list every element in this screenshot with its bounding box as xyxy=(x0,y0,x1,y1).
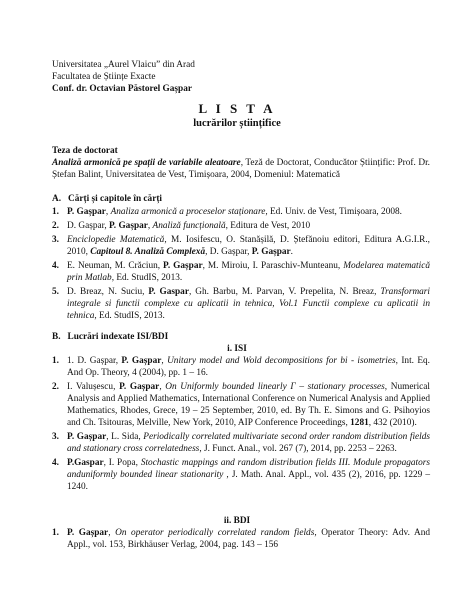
item-authors: , xyxy=(159,382,166,392)
item-number: 2. xyxy=(52,382,59,392)
list-item xyxy=(52,206,430,218)
thesis-entry xyxy=(52,157,430,181)
item-authors: 1. D. Gașpar, xyxy=(67,356,122,366)
document-header xyxy=(52,59,195,95)
section-b-heading xyxy=(52,331,168,343)
item-title: On operator periodically correlated random fields xyxy=(115,528,315,538)
item-details: , Ed. StudIS, 2013. xyxy=(94,311,165,321)
item-details: , J. Math. Anal. Appl., vol. 435 (2), 2016, pp. 1229 – 1240. xyxy=(67,470,430,492)
section-a-heading xyxy=(52,193,162,205)
item-details: , M. Iosifescu, O. Stanășilă, D. Ștefănoiu editori, Editura A.G.I.R., 2010, xyxy=(67,235,430,257)
item-authors: , I. Popa, xyxy=(103,458,141,468)
item-details: , 432 (2010). xyxy=(368,418,417,428)
item-authors: , xyxy=(108,528,116,538)
item-authors: E. Neuman, M. Crăciun, xyxy=(67,261,164,271)
item-details: , D. Gașpar, xyxy=(205,247,252,257)
section-a-label: A. xyxy=(52,194,62,204)
thesis-heading: Teza de doctorat xyxy=(52,146,118,156)
item-author-bold: P. Gaspar xyxy=(148,287,189,297)
item-number: 1. xyxy=(52,528,59,538)
item-details: , Operator Theory: Adv. And Appl., vol. 153, Birkhäuser Verlag, 2004, pag. 143 – 156 xyxy=(67,528,430,550)
list-item xyxy=(52,381,430,429)
isi-subheading: i. ISI xyxy=(227,344,247,354)
item-authors: , Gh. Barbu, M. Parvan, V. Prepelita, N. Breaz, xyxy=(188,287,381,297)
item-details: , Int. Eq. And Op. Theory, 4 (2004), pp. 1 – 16. xyxy=(67,356,430,378)
item-author-bold: P. Gașpar xyxy=(121,356,162,366)
item-title: Periodically correlated multivariate second order random distribution fields and stationary cross correlatedness xyxy=(67,432,431,454)
item-authors: , xyxy=(105,207,111,217)
item-authors: D. Gașpar, xyxy=(67,221,109,231)
item-authors: , xyxy=(161,356,168,366)
item-details: , Ed. Univ. de Vest, Timișoara, 2008. xyxy=(265,207,402,217)
item-authors: , xyxy=(147,221,153,231)
faculty-line: Facultatea de Științe Exacte xyxy=(52,72,156,82)
item-details: , J. Funct. Anal., vol. 267 (7), 2014, pp. 2253 – 2263. xyxy=(199,444,397,454)
item-author-bold: P. Gașpar xyxy=(67,432,107,442)
item-number: 4. xyxy=(52,458,59,468)
item-author-bold: P. Gașpar xyxy=(108,221,148,231)
list-item xyxy=(52,220,430,232)
item-details: . xyxy=(290,247,293,257)
list-item xyxy=(52,355,430,379)
isi-list xyxy=(52,355,430,495)
section-a-title: Cărți și capitole în cărți xyxy=(68,194,163,204)
list-item xyxy=(52,286,430,322)
item-author-bold: P. Gașpar xyxy=(251,247,291,257)
item-author-bold: P. Gașpar xyxy=(119,382,160,392)
section-b-label: B. xyxy=(52,332,61,342)
section-a-list xyxy=(52,206,430,324)
item-authors: , L. Sida, xyxy=(106,432,144,442)
item-authors: , M. Miroiu, I. Paraschiv-Munteanu, xyxy=(202,261,344,271)
bdi-subheading: ii. BDI xyxy=(223,516,251,526)
item-number: 4. xyxy=(52,261,59,271)
item-title: Stochastic mappings and random distribution fields III. Module propagators anduniformly bounded linear stationarity xyxy=(67,458,431,480)
item-details: , Ed. StudIS, 2013. xyxy=(111,273,183,283)
item-title: On Uniformly bounded linearly Γ – stationary processes xyxy=(165,382,385,392)
item-author-bold: P. Gașpar xyxy=(67,207,106,217)
item-title: Unitary model and Wold decompositions for bi - isometries xyxy=(167,356,396,366)
university-line: Universitatea „Aurel Vlaicu” din Arad xyxy=(52,60,195,70)
item-number: 5. xyxy=(52,287,59,297)
item-number: 1. xyxy=(52,356,59,366)
item-authors: D. Breaz, N. Suciu, xyxy=(67,287,149,297)
item-chapter: Capitoul 8. Analiză Complexă xyxy=(90,247,206,257)
document-title: L I S T A xyxy=(198,101,276,116)
list-item xyxy=(52,431,430,455)
thesis-details: , Teză de Doctorat, Conducător Științific: Prof. Dr. Ștefan Balint, Universitatea de Vest, Timișoara, 2004, Domeniul: Matematică xyxy=(52,158,430,180)
item-author-bold: P. Gașpar xyxy=(67,528,109,538)
item-title: Modelarea matematică prin Matlab xyxy=(67,261,430,283)
list-item xyxy=(52,260,430,284)
item-volume: 1281 xyxy=(350,418,369,428)
author-line: Conf. dr. Octavian Păstorel Gașpar xyxy=(52,84,192,94)
bdi-list xyxy=(52,527,430,553)
item-authors: I. Valușescu, xyxy=(67,382,120,392)
item-title: Analiza armonică a proceselor staționare xyxy=(110,207,266,217)
document-subtitle: lucrărilor științifice xyxy=(193,118,281,129)
list-item xyxy=(52,457,430,493)
item-author-bold: P.Gaspar xyxy=(67,458,104,468)
item-number: 3. xyxy=(52,432,59,442)
item-details: , Numerical Analysis and Applied Mathematics, International Conference on Numerical Analysis and Applied Mathematics, Rhodes, Grece, 19 – 25 September, 2010, ed. By Th. E. Simons and G. Psihoyios and Ch. Tsitouras, Melville, New York, 2010, AIP Conference Proceedings, xyxy=(67,382,431,428)
list-item xyxy=(52,527,430,551)
item-title: Enciclopedie Matematică xyxy=(67,235,165,245)
thesis-title: Analiză armonică pe spații de variabile aleatoare xyxy=(52,158,241,168)
list-item xyxy=(52,234,430,258)
section-b-title: Lucrări indexate ISI/BDI xyxy=(67,332,169,342)
item-number: 1. xyxy=(52,207,59,217)
item-title: Transformari integrale si functii complexe cu aplicatii in tehnica, Vol.1 Functii complexe cu aplicatii in tehnica xyxy=(67,287,431,321)
item-number: 2. xyxy=(52,221,59,231)
item-details: , Editura de Vest, 2010 xyxy=(225,221,311,231)
item-title: Analiză funcțională xyxy=(152,221,226,231)
item-author-bold: P. Gașpar xyxy=(163,261,203,271)
item-number: 3. xyxy=(52,235,59,245)
